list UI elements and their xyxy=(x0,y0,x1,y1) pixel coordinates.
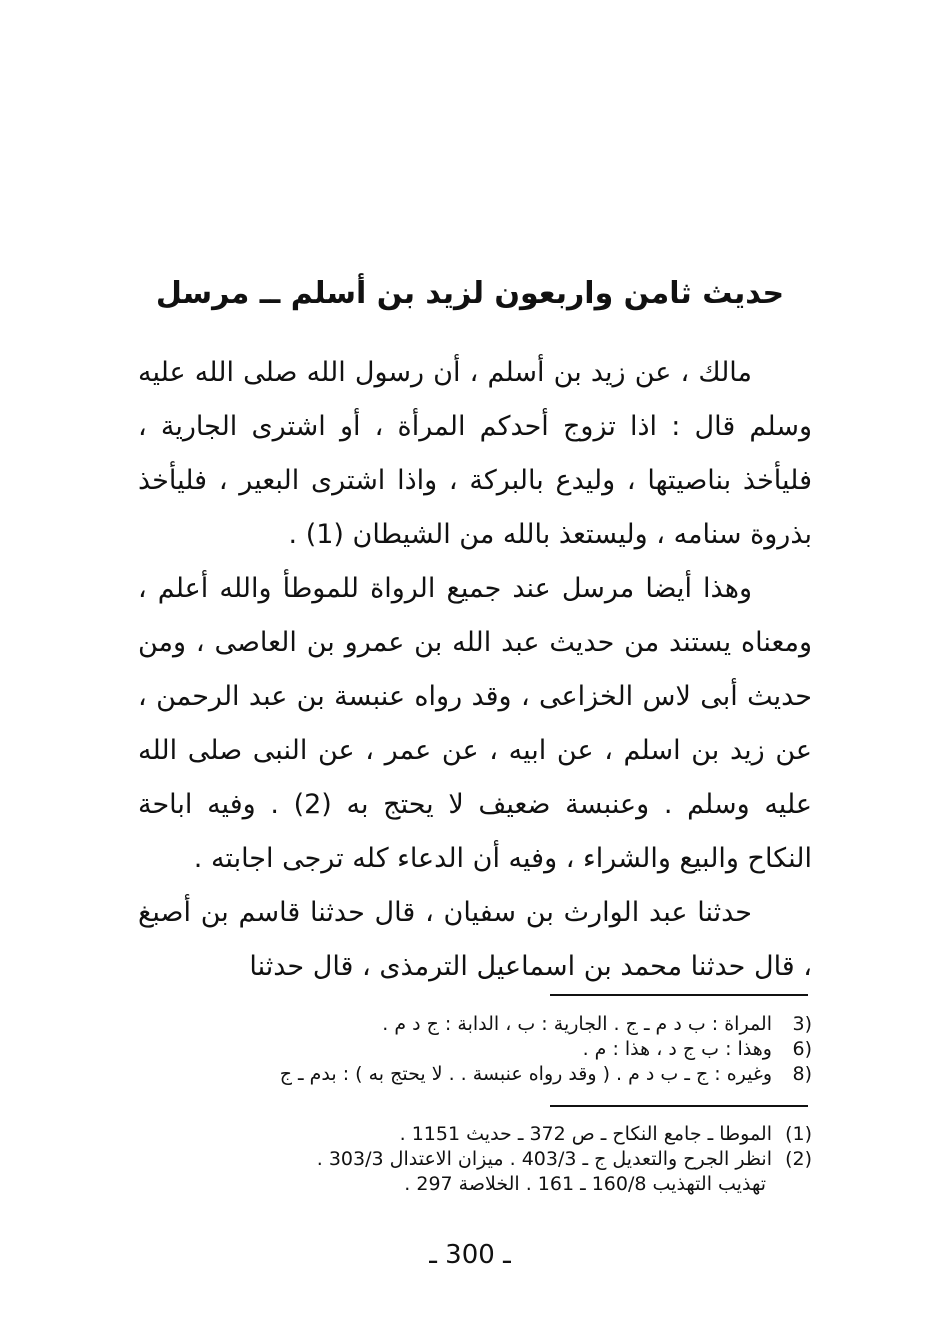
page-number: ـ 300 ـ xyxy=(429,1240,511,1270)
reference-note-continuation: تهذيب التهذيب 160/8 ـ 161 . الخلاصة 297 . xyxy=(404,1173,766,1195)
paragraph-commentary: وهذا أيضا مرسل عند جميع الرواة للموطأ والله أعلم ، ومعناه يستند من حديث عبد الله بن عمرو بن العاصى ، ومن حديث أبى لاس الخزاعى ، وقد رواه عنبسة بن عبد الرحمن ، عن زيد بن اسلم ، عن ابيه ، عن عمر ، عن النبى صلى الله عليه وسلم . وعنبسة ضعيف لا يحتج به (2) . وفيه اباحة النكاح والبيع والشراء ، وفيه أن الدعاء كله ترجى اجابته . xyxy=(138,573,812,874)
variant-note-number: 6) xyxy=(792,1038,812,1060)
reference-footnotes xyxy=(140,1122,812,1197)
manuscript-variant-notes xyxy=(140,1012,812,1087)
reference-note xyxy=(140,1147,812,1172)
hadith-title: حديث ثامن واربعون لزيد بن أسلم ــ مرسل xyxy=(155,276,785,311)
paragraph-hadith: مالك ، عن زيد بن أسلم ، أن رسول الله صلى الله عليه وسلم قال : اذا تزوج أحدكم المرأة ، أو اشترى الجارية ، فليأخذ بناصيتها ، وليدع بالبركة ، واذا اشترى البعير ، فليأخذ بذروة سنامه ، وليستعذ بالله من الشيطان (1) . xyxy=(138,357,812,550)
variant-note-number: 3) xyxy=(792,1013,812,1035)
reference-note-number: (1) xyxy=(785,1123,812,1145)
variant-note-text: المراة : ب د م ـ ج . الجارية : ب ، الدابة : ج د م . xyxy=(382,1013,772,1035)
variant-note-text: وهذا : ب ج د ، هذا : م . xyxy=(582,1038,772,1060)
reference-note-text: الموطا ـ جامع النكاح ـ ص 372 ـ حديث 1151 . xyxy=(399,1123,772,1145)
reference-note-number: (2) xyxy=(785,1148,812,1170)
reference-note-text: انظر الجرح والتعديل ج ـ 403/3 . ميزان الاعتدال 303/3 . xyxy=(316,1148,772,1170)
variant-note-text: وغيره : ج ـ ب د م . ( وقد رواه عنبسة . . لا يحتج به ) : بدم ـ ج xyxy=(279,1063,772,1085)
footnote-divider-top xyxy=(550,994,808,996)
variant-note xyxy=(140,1037,812,1062)
main-text xyxy=(138,346,812,994)
variant-note xyxy=(140,1012,812,1037)
footnote-divider-bottom xyxy=(550,1105,808,1107)
reference-note xyxy=(140,1122,812,1147)
variant-note xyxy=(140,1062,812,1087)
variant-note-number: 8) xyxy=(792,1063,812,1085)
paragraph-isnad: حدثنا عبد الوارث بن سفيان ، قال حدثنا قاسم بن أصبغ ، قال حدثنا محمد بن اسماعيل الترمذى ، قال حدثنا xyxy=(138,897,812,982)
